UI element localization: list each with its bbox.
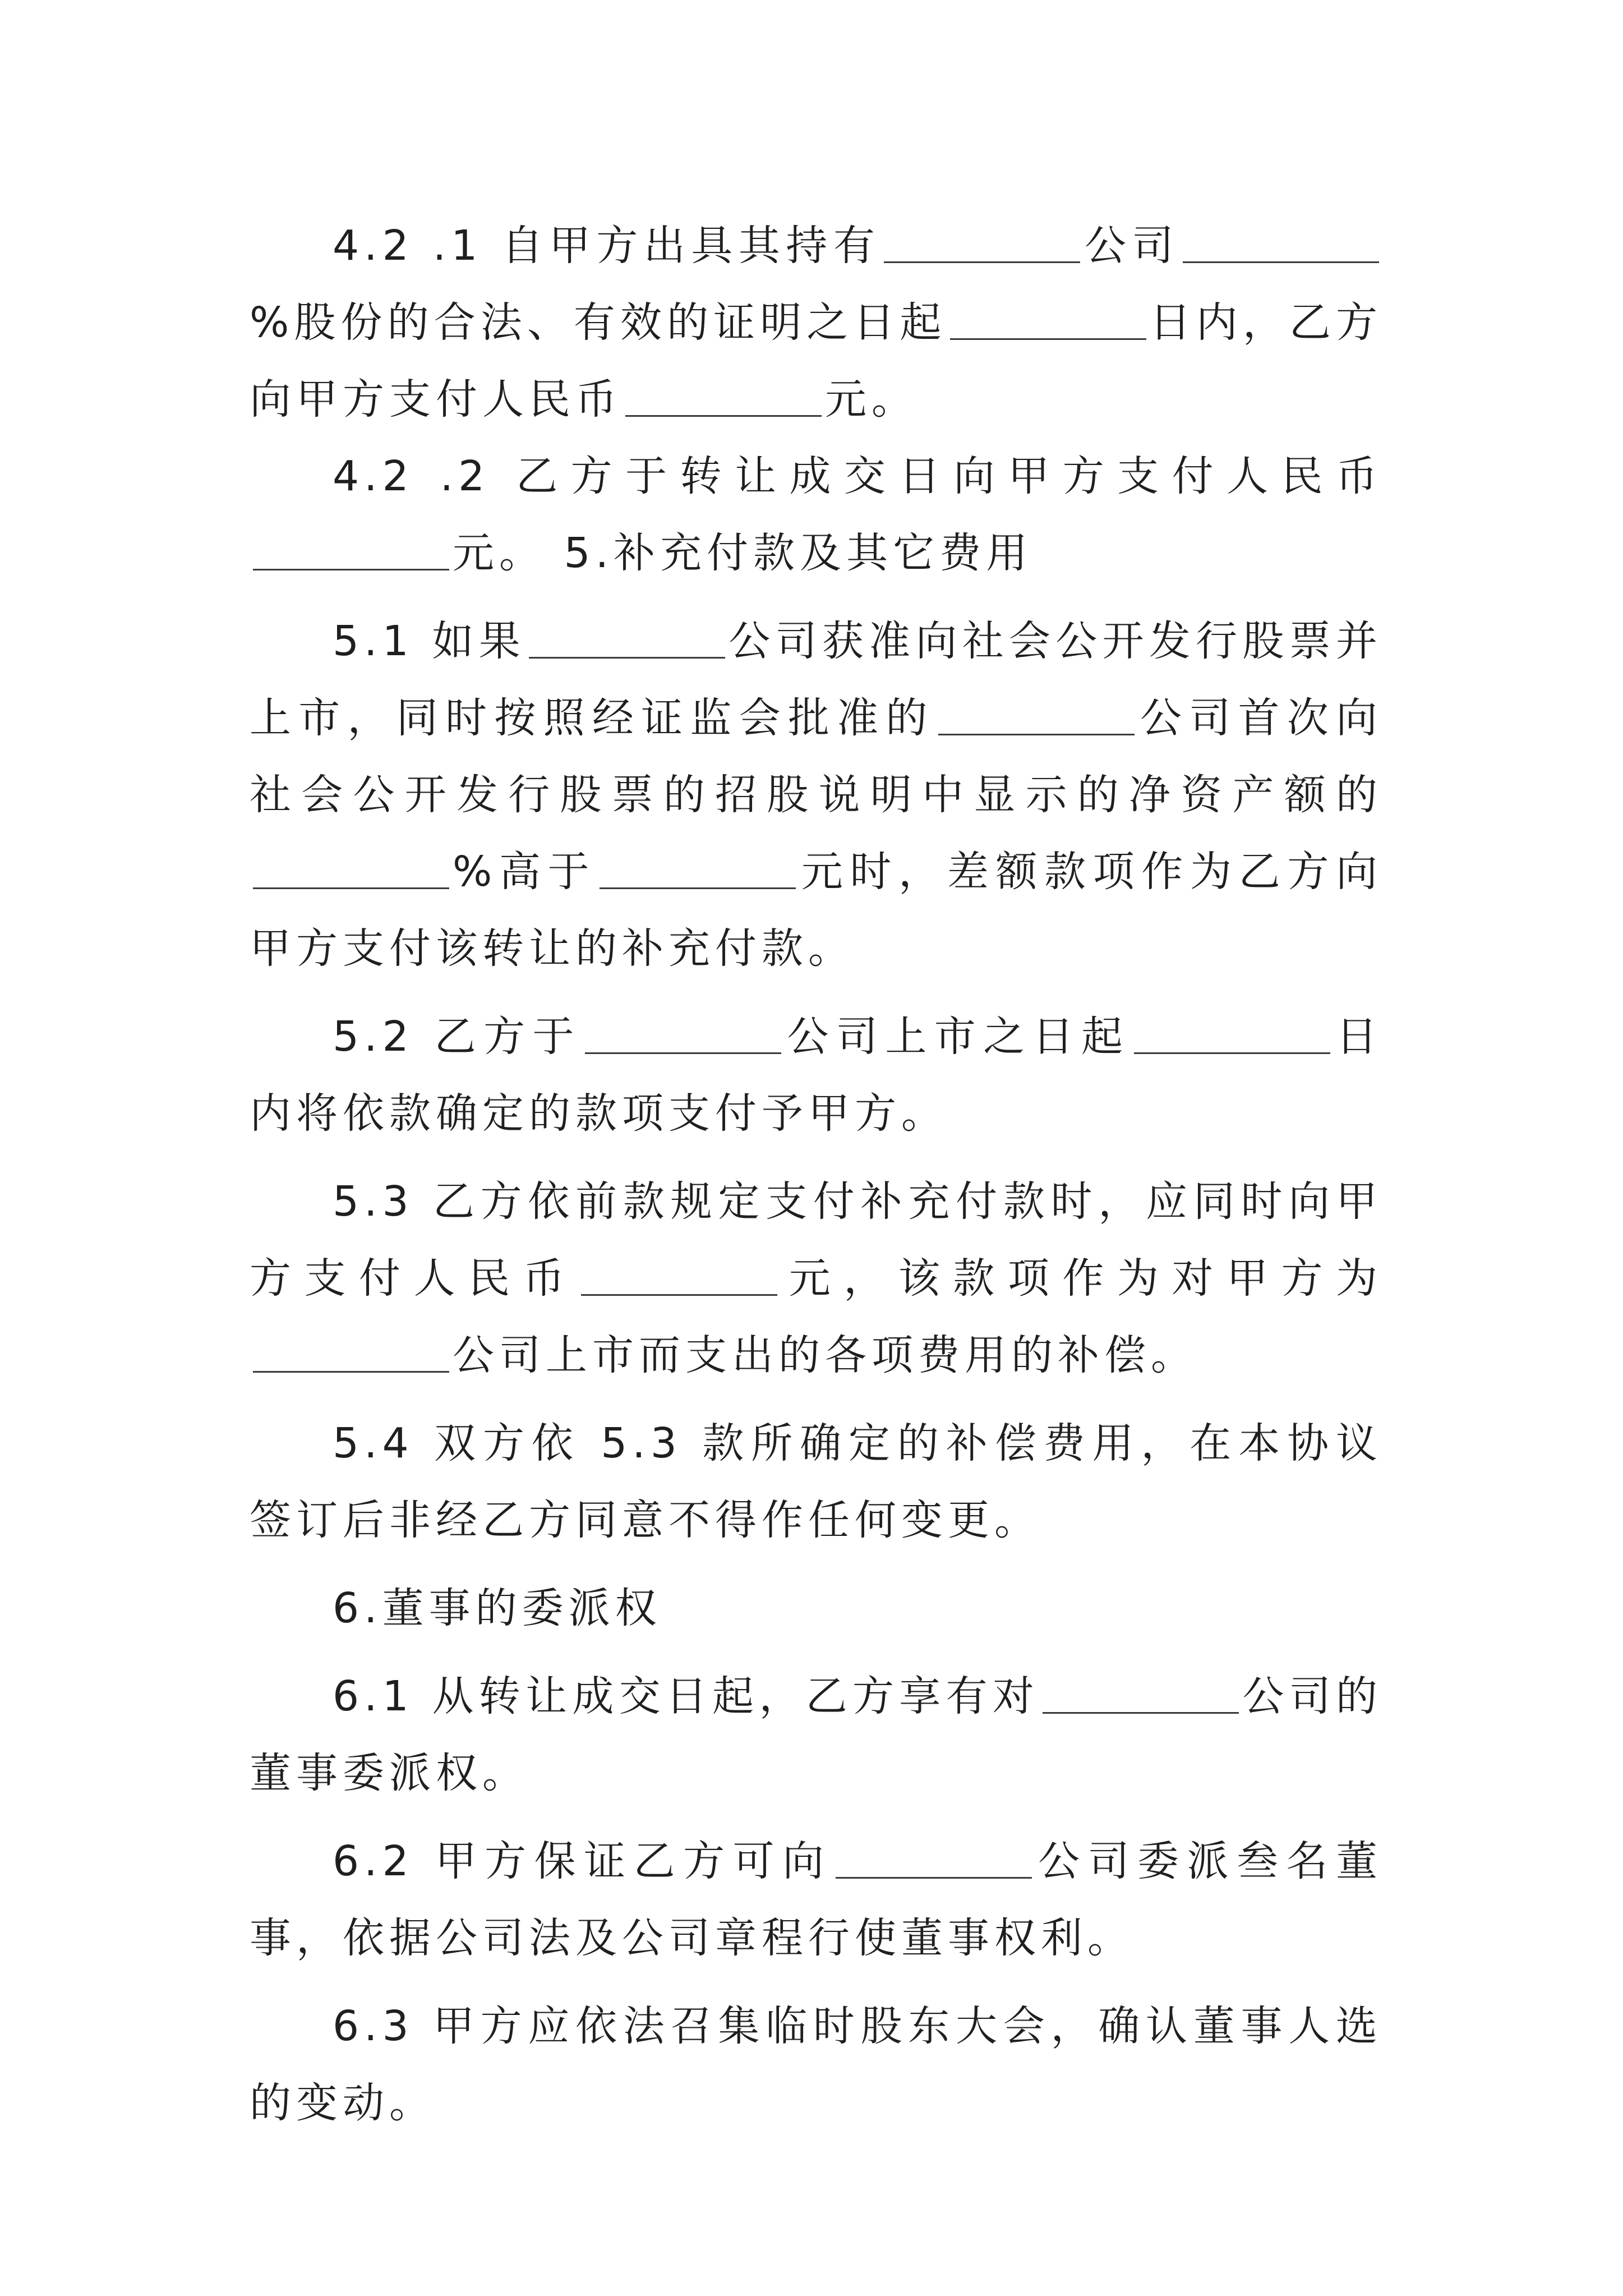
clause-text: 元，该款项作为对甲方为 [781,1254,1383,1303]
clause-text: 公司首次向社会公开发行股票的招股说明中显示的净资产额的 [250,694,1383,819]
clause-6-1 [250,1658,1382,1812]
clause-5-3 [250,1163,1382,1394]
clause-text: 公司委派叁名董事，依据公司法及公司章程行使董事权利。 [250,1837,1382,1962]
document-body [250,208,1382,2142]
clause-4-2-1 [250,208,1382,438]
clause-6-2 [250,1823,1382,1977]
clause-4-2-2 [250,438,1382,592]
clause-text: 4.2 .2 乙方于转让成交日向甲方支付人民币 [333,452,1382,500]
fill-in-blank [836,1838,1032,1879]
fill-in-blank [625,376,822,417]
fill-in-blank [600,848,796,889]
clause-6-3 [250,1988,1382,2142]
fill-in-blank [253,530,449,570]
section-heading: 6.董事的委派权 [333,1584,662,1632]
clause-text: 4.2 .1 自甲方出具其持有 [333,222,881,270]
fill-in-blank [253,848,449,889]
clause-text: 5.1 如果 [333,617,526,665]
clause-text: 公司上市之日起 [785,1013,1131,1061]
fill-in-blank [581,1255,777,1296]
fill-in-blank [1043,1673,1239,1714]
clause-text: 6.2 甲方保证乙方可向 [333,1837,832,1885]
clause-text: 5.2 乙方于 [333,1013,582,1061]
fill-in-blank [1183,222,1379,263]
clause-text: 公司获准向社会公开发行股票并上市，同时按照经证监会批准的 [250,617,1382,742]
fill-in-blank [253,1332,449,1373]
clause-5-4 [250,1405,1382,1559]
clause-text: 日内将依款确定的款项支付予甲方。 [250,1013,1383,1138]
clause-text: 公司的董事委派权。 [250,1672,1382,1797]
clause-5-1 [250,603,1382,987]
clause-text: 6.1 从转让成交日起，乙方享有对 [333,1672,1040,1720]
clause-5-2 [250,999,1382,1152]
clause-text: 5.4 双方依 5.3 款所确定的补偿费用，在本协议签订后非经乙方同意不得作任何变更。 [250,1419,1382,1544]
clause-text: 公司上市而支出的各项费用的补偿。 [453,1331,1197,1379]
clause-text: 日内，乙方向甲方支付人民币 [250,298,1382,424]
fill-in-blank [938,694,1135,735]
clause-text: 元时，差额款项作为乙方向甲方支付该转让的补充付款。 [250,848,1382,973]
fill-in-blank [884,222,1080,263]
fill-in-blank [529,618,725,659]
fill-in-blank [950,299,1146,340]
clause-text: 6.3 甲方应依法召集临时股东大会，确认董事人选的变动。 [250,2002,1382,2127]
fill-in-blank [1134,1013,1330,1054]
clause-text: 5.3 乙方依前款规定支付补充付款时，应同时向甲方支付人民币 [250,1177,1382,1303]
fill-in-blank [585,1013,781,1054]
clause-text: %股份的合法、有效的证明之日起 [250,298,947,347]
clause-text: %高于 [453,848,597,896]
clause-text: 公司 [1083,222,1179,270]
clause-text: 元。 5.补充付款及其它费用 [453,529,1033,577]
clause-text: 元。 [825,375,918,424]
section-6-heading [250,1570,1382,1647]
